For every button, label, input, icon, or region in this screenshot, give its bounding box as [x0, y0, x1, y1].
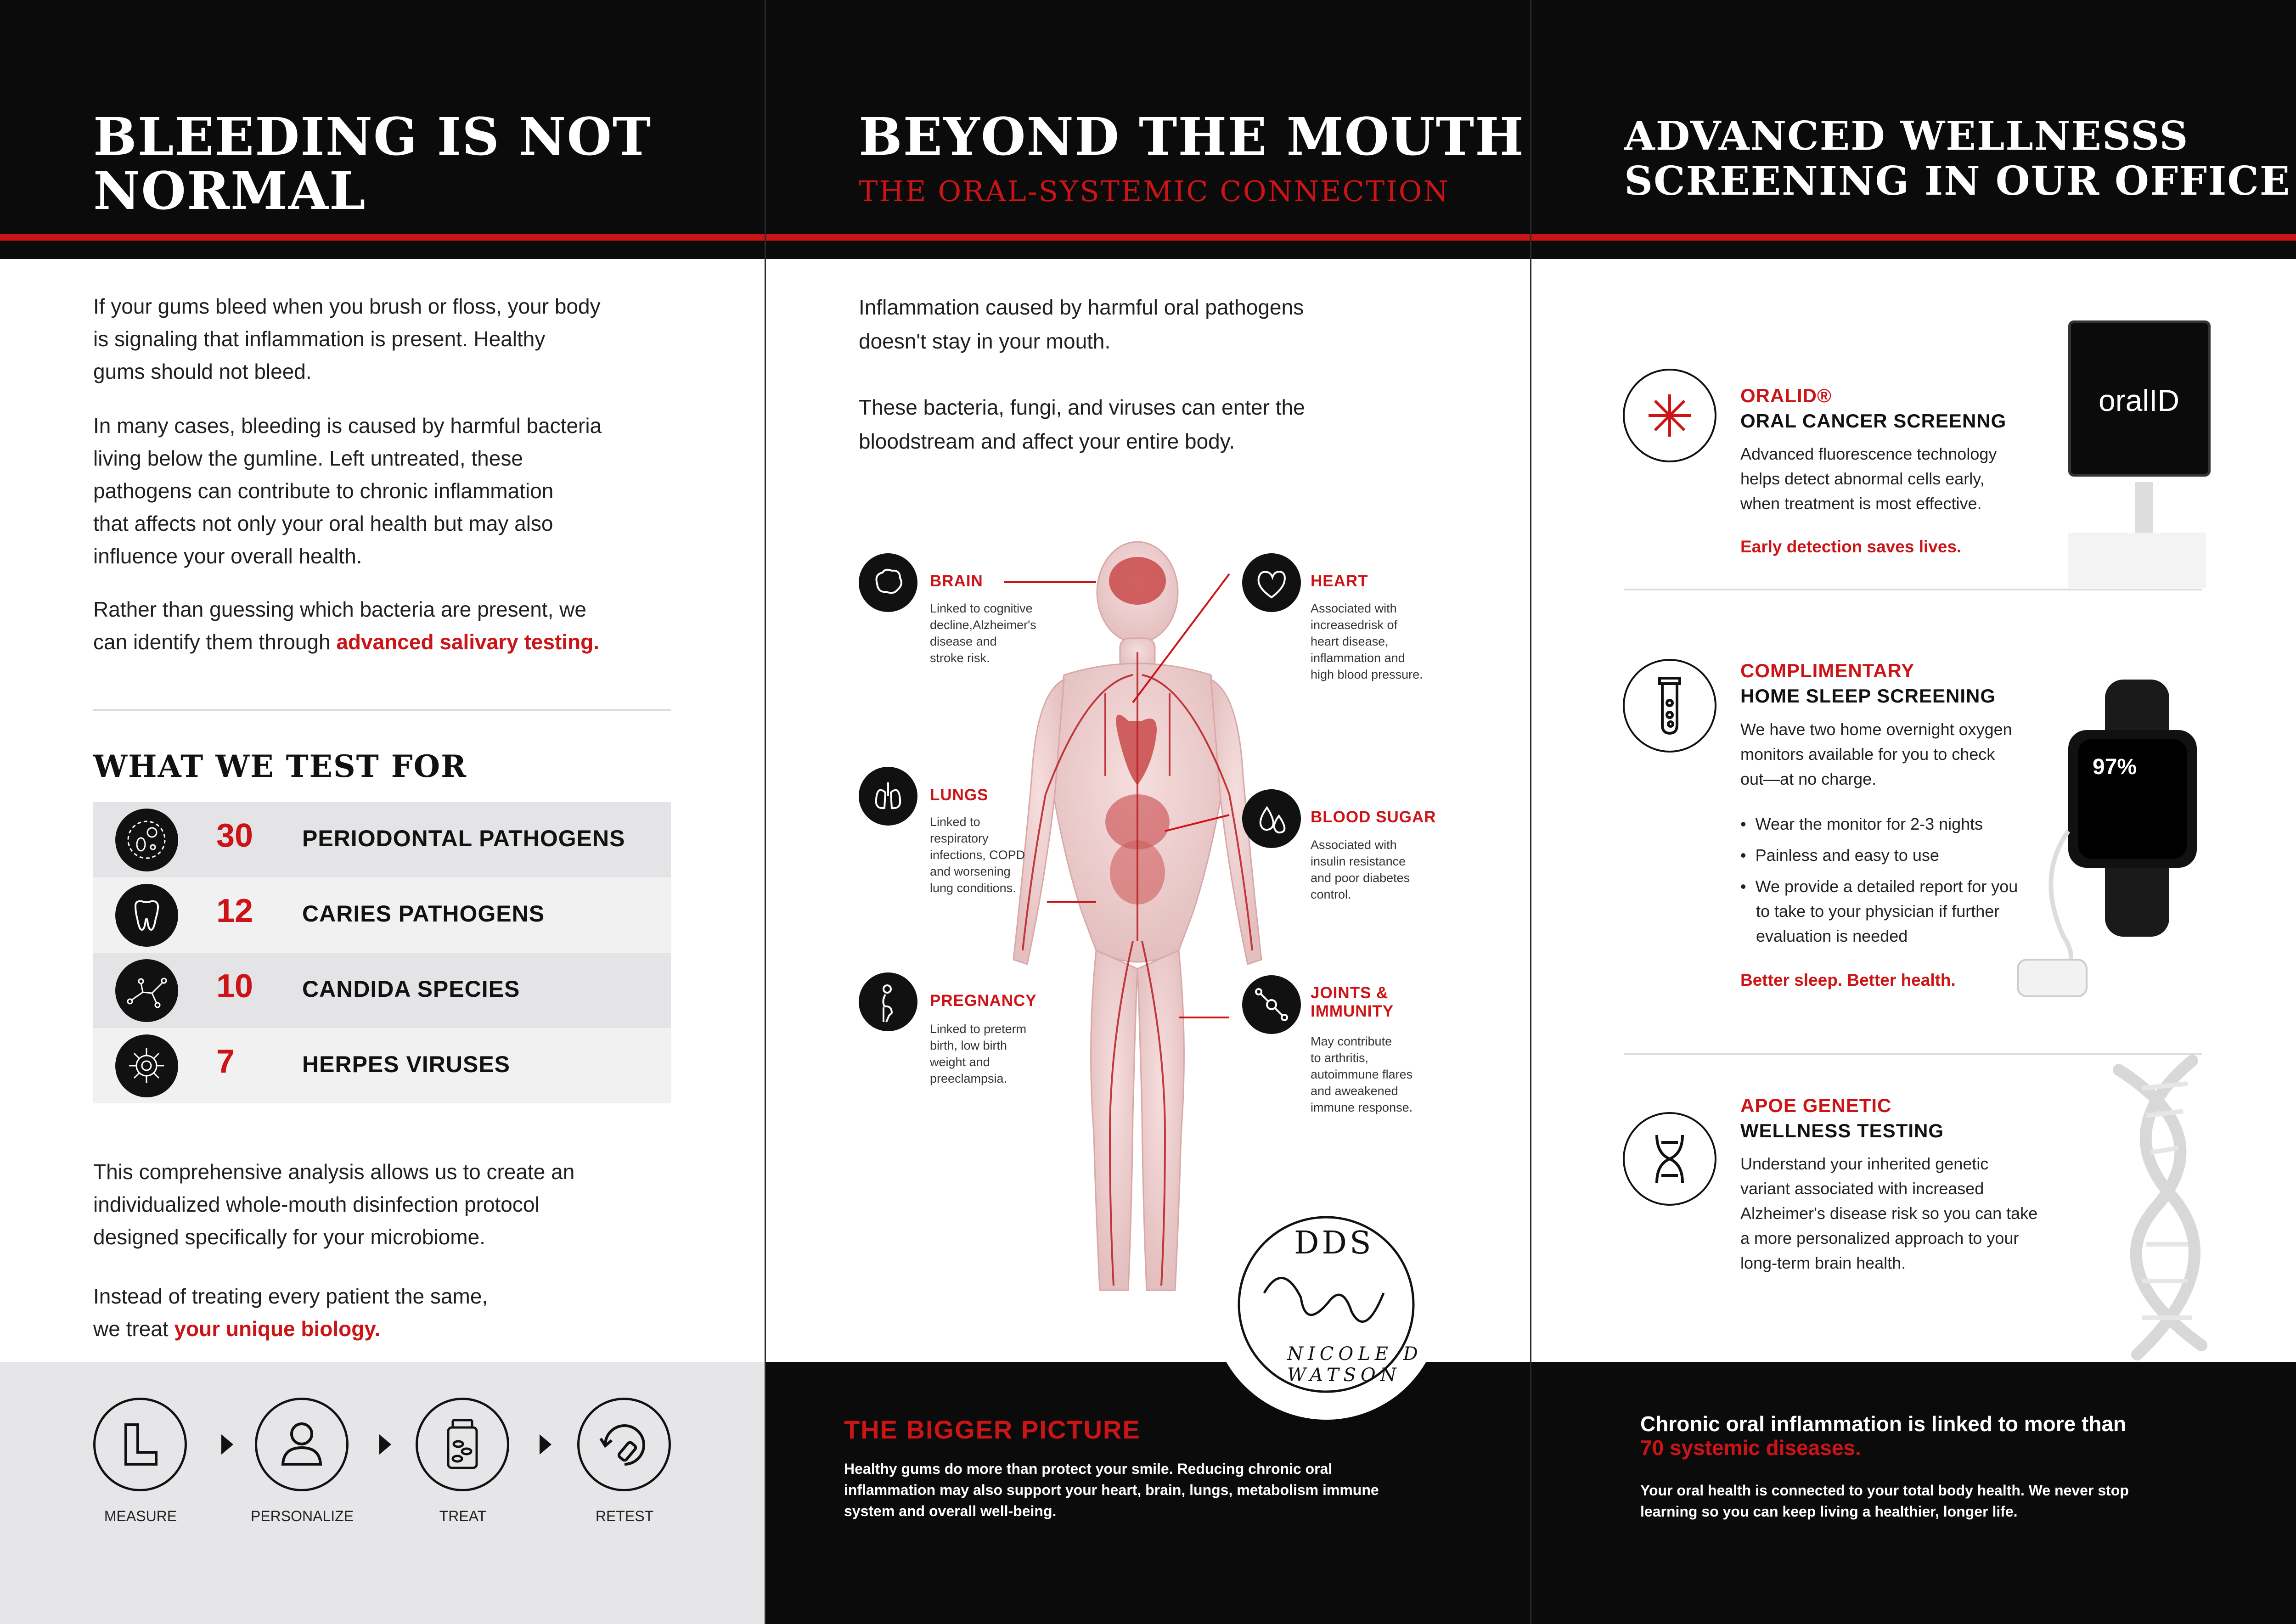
text-line: In many cases, bleeding is caused by harmful bacteria [93, 414, 602, 438]
organ-title: BLOOD SUGAR [1311, 808, 1436, 826]
organ-text [1311, 1033, 1412, 1116]
brain-icon [859, 553, 917, 612]
heart-icon [1242, 553, 1301, 612]
text-line: control. [1311, 888, 1351, 901]
bullet-text: evaluation is needed [1756, 927, 1908, 945]
asterisk-icon [1623, 369, 1716, 462]
ruler-icon [93, 1398, 187, 1491]
sleep-monitor-watch [1999, 680, 2247, 1010]
arrow-icon [221, 1434, 233, 1455]
service-title-accent: COMPLIMENTARY [1740, 660, 1915, 681]
title-line-1: ADVANCED WELLNESSS [1624, 113, 2189, 159]
text-line: Alzheimer's disease risk so you can take [1740, 1204, 2038, 1223]
text-line: a more personalized approach to your [1740, 1229, 2019, 1248]
text-line: These bacteria, fungi, and viruses can enter the [859, 395, 1305, 419]
text-line: monitors available for you to check [1740, 745, 1995, 764]
arrow-icon [540, 1434, 551, 1455]
test-label: CANDIDA SPECIES [302, 976, 520, 1002]
service-title: HOME SLEEP SCREENING [1740, 685, 1996, 707]
person-icon [255, 1398, 349, 1491]
step-label: TREAT [439, 1508, 487, 1524]
retest-icon [577, 1398, 671, 1491]
text-line: long-term brain health. [1740, 1253, 1906, 1272]
text-line: to arthritis, [1311, 1051, 1369, 1065]
practice-logo [1211, 1189, 1441, 1420]
text-fragment: can identify them through [93, 630, 337, 654]
watch-oxygen-reading: 97% [2093, 755, 2137, 779]
test-row [93, 1028, 671, 1103]
joint-icon [1242, 975, 1301, 1034]
text-line: weight and [930, 1055, 990, 1069]
organ-title: LUNGS [930, 786, 989, 804]
process-footer [0, 1362, 765, 1624]
text-line: Associated with [1311, 838, 1397, 852]
text-line: lung conditions. [930, 881, 1016, 895]
test-row [93, 953, 671, 1028]
title-line-1: BLEEDING IS NOT [93, 107, 652, 167]
systemic-footer [1531, 1362, 2296, 1624]
text-line: and worsening [930, 865, 1011, 878]
title-line-2: SCREENING IN OUR OFFICE [1624, 158, 2291, 204]
panel-beyond-mouth [765, 0, 1531, 1624]
arrow-icon [379, 1434, 391, 1455]
text-line: inflammation may also support your heart, brain, lungs, metabolism immune [844, 1482, 1379, 1498]
text-line: Instead of treating every patient the same, [93, 1284, 488, 1308]
text-line: If your gums bleed when you brush or floss, your body [93, 294, 601, 318]
organ-title-line: IMMUNITY [1311, 1002, 1394, 1020]
test-heading: WHAT WE TEST FOR [93, 748, 467, 784]
bullet-text: to take to your physician if further [1756, 902, 2000, 921]
bullet-text: Painless and easy to use [1755, 846, 1939, 865]
service-bullets [1740, 812, 2018, 949]
unique-biology-highlight: your unique biology. [174, 1317, 381, 1341]
service-text [1740, 1152, 2037, 1276]
text-line: living below the gumline. Left untreated, these [93, 446, 523, 470]
bullet-text: We provide a detailed report for you [1755, 877, 2018, 896]
test-tube-icon [1623, 659, 1716, 753]
organ-title-line: JOINTS & [1311, 984, 1389, 1002]
blood-drop-icon [1242, 789, 1301, 848]
text-line: out—at no charge. [1740, 770, 1877, 788]
tooth-icon [115, 884, 178, 947]
panel-divider [1530, 0, 1531, 1624]
text-line: respiratory [930, 832, 989, 845]
text-line: high blood pressure. [1311, 668, 1423, 681]
header-dark-rule [1531, 241, 2296, 259]
text-line: is signaling that inflammation is present. Healthy [93, 327, 546, 351]
text-line: Inflammation caused by harmful oral pathogens [859, 295, 1304, 319]
text-line: doesn't stay in your mouth. [859, 329, 1111, 353]
text-line: bloodstream and affect your entire body. [859, 429, 1235, 453]
step-label: MEASURE [104, 1508, 177, 1524]
service-title-accent: APOE GENETIC [1740, 1095, 1892, 1116]
dna-icon [1623, 1112, 1716, 1206]
text-line: Associated with [1311, 601, 1397, 615]
text-line: We have two home overnight oxygen [1740, 720, 2012, 739]
text-line: Your oral health is connected to your total body health. We never stop [1640, 1482, 2129, 1499]
salivary-testing-highlight: advanced salivary testing. [336, 630, 600, 654]
pill-bottle-icon [416, 1398, 509, 1491]
organ-title: PREGNANCY [930, 992, 1037, 1010]
page-title [1624, 114, 2290, 204]
step-label: PERSONALIZE [250, 1508, 354, 1524]
service-tagline: Better sleep. Better health. [1740, 971, 1956, 989]
test-count: 12 [216, 893, 253, 929]
step-label: RETEST [595, 1508, 654, 1524]
text-fragment: we treat [93, 1317, 174, 1341]
footer-text [1640, 1480, 2129, 1522]
text-line: decline,Alzheimer's [930, 618, 1036, 632]
organ-text [1311, 600, 1423, 683]
bacteria-paragraph [93, 410, 602, 573]
text-line: when treatment is most effective. [1740, 494, 1982, 513]
text-line: Advanced fluorescence technology [1740, 444, 1997, 463]
text-line: Linked to preterm [930, 1022, 1027, 1036]
test-row [93, 802, 671, 877]
title-line-2: NORMAL [93, 161, 366, 221]
divider [1624, 589, 2202, 590]
header-dark-rule [0, 241, 765, 259]
test-label: HERPES VIRUSES [302, 1051, 511, 1077]
header-red-rule [0, 234, 765, 241]
service-text [1740, 717, 2012, 792]
oralid-device [2068, 320, 2211, 477]
footer-title: THE BIGGER PICTURE [844, 1415, 1141, 1444]
text-line: stroke risk. [930, 651, 990, 665]
organ-text [930, 600, 1036, 666]
text-line: increasedrisk of [1311, 618, 1398, 632]
organ-text [930, 814, 1025, 896]
text-line: gums should not bleed. [93, 360, 312, 383]
lungs-icon [859, 767, 917, 826]
panel-wellness-screening [1531, 0, 2296, 1624]
text-line: that affects not only your oral health but may also [93, 511, 553, 535]
text-line: preeclampsia. [930, 1072, 1007, 1085]
service-title-accent: ORALID® [1740, 385, 1832, 406]
text-line: autoimmune flares [1311, 1068, 1413, 1081]
test-count: 10 [216, 968, 253, 1005]
text-line: May contribute [1311, 1034, 1392, 1048]
text-line: Linked to cognitive [930, 601, 1033, 615]
dna-helix-image [2073, 1051, 2247, 1364]
device-base [2068, 533, 2206, 588]
text-line: Rather than guessing which bacteria are present, we [93, 597, 586, 621]
text-line: birth, low birth [930, 1039, 1007, 1052]
text-line: system and overall well-being. [844, 1503, 1057, 1519]
organ-title: HEART [1311, 572, 1368, 590]
virus-icon [115, 1034, 178, 1097]
organ-text [1311, 837, 1410, 903]
header-red-rule [1531, 234, 2296, 241]
organ-title: BRAIN [930, 572, 983, 590]
text-line: Healthy gums do more than protect your smile. Reducing chronic oral [844, 1461, 1333, 1477]
page-title [93, 107, 652, 221]
logo-name: NICOLE D WATSON [1287, 1343, 1423, 1386]
text-line: disease and [930, 635, 997, 648]
service-title: ORAL CANCER SCREENNG [1740, 410, 2007, 432]
service-text [1740, 442, 1997, 516]
text-line: influence your overall health. [93, 544, 362, 568]
test-label: CARIES PATHOGENS [302, 901, 545, 927]
device-screen-label: oralID [2099, 383, 2180, 417]
text-line: learning so you can keep living a healthier, longer life. [1640, 1503, 2018, 1520]
bullet-text: Wear the monitor for 2-3 nights [1755, 815, 1983, 833]
page-subtitle: THE ORAL-SYSTEMIC CONNECTION [859, 174, 1450, 208]
text-line: insulin resistance [1311, 854, 1406, 868]
text-line: and aweakened [1311, 1084, 1398, 1098]
text-line: and poor diabetes [1311, 871, 1410, 885]
service-title: WELLNESS TESTING [1740, 1120, 1944, 1141]
intro-paragraph [93, 290, 601, 388]
footer-text [844, 1458, 1379, 1522]
analysis-paragraph [93, 1156, 574, 1253]
text-line: helps detect abnormal cells early, [1740, 469, 1985, 488]
organ-text [930, 1021, 1026, 1087]
text-line: designed specifically for your microbiome. [93, 1225, 485, 1249]
pregnancy-icon [859, 972, 917, 1031]
bacteria-icon [115, 809, 178, 871]
text-line: Understand your inherited genetic [1740, 1154, 1989, 1173]
text-line: Linked to [930, 815, 980, 829]
organ-title [1311, 984, 1394, 1021]
text-line: This comprehensive analysis allows us to create an [93, 1160, 575, 1184]
footer-title: Chronic oral inflammation is linked to more than [1640, 1412, 2127, 1436]
panel-bleeding [0, 0, 765, 1624]
page-title: BEYOND THE MOUTH [859, 107, 1525, 167]
text-line: pathogens can contribute to chronic inflammation [93, 479, 554, 503]
text-line: heart disease, [1311, 635, 1389, 648]
test-count: 30 [216, 817, 253, 854]
unique-biology-paragraph [93, 1280, 488, 1345]
text-line: inflammation and [1311, 651, 1405, 665]
divider [93, 709, 671, 711]
logo-dds: DDS [1294, 1225, 1374, 1261]
testing-paragraph [93, 593, 599, 658]
test-row [93, 877, 671, 953]
text-line: immune response. [1311, 1101, 1413, 1114]
text-line: individualized whole-mouth disinfection protocol [93, 1192, 540, 1216]
test-label: PERIODONTAL PATHOGENS [302, 826, 625, 851]
text-line: infections, COPD [930, 848, 1025, 862]
panel-divider [765, 0, 766, 1624]
bullet-item: • Wear the monitor for 2-3 nights [1740, 815, 1983, 833]
test-count: 7 [216, 1043, 235, 1080]
fungi-icon [115, 959, 178, 1022]
bullet-item: • Painless and easy to use [1740, 846, 1939, 865]
text-line: variant associated with increased [1740, 1179, 1984, 1198]
bullet-item: • We provide a detailed report for you [1740, 877, 2018, 896]
footer-highlight: 70 systemic diseases. [1640, 1436, 1861, 1460]
service-tagline: Early detection saves lives. [1740, 537, 1962, 556]
